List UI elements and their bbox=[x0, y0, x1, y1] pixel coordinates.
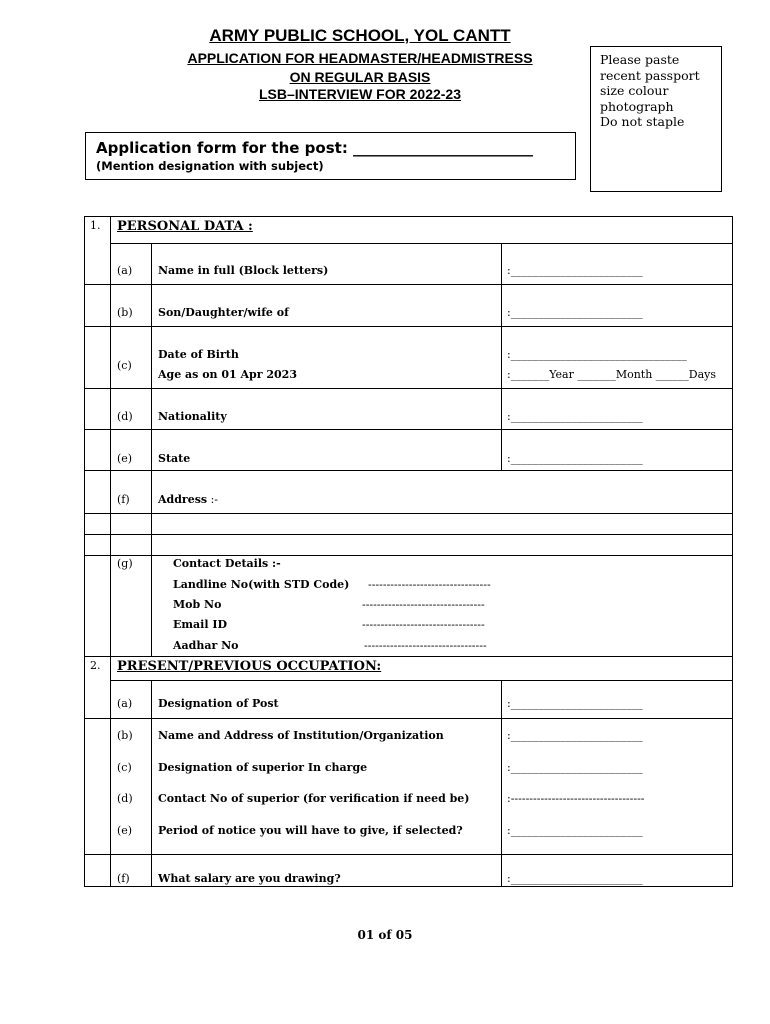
name-field[interactable]: :________________________ bbox=[507, 264, 643, 277]
table-border-left bbox=[84, 216, 85, 887]
aadhar-field[interactable]: --------------------------------- bbox=[364, 639, 487, 652]
table-col-line-2a bbox=[151, 243, 152, 656]
notice-period-field[interactable]: :________________________ bbox=[507, 824, 643, 837]
photo-note-2: recent passport bbox=[600, 67, 700, 83]
photo-note-4: photograph bbox=[600, 98, 674, 114]
aadhar-label: Aadhar No bbox=[173, 639, 239, 652]
relation-label: Son/Daughter/wife of bbox=[158, 306, 289, 319]
superior-contact-field[interactable]: :------------------------------------ bbox=[507, 792, 645, 805]
notice-period-label: Period of notice you will have to give, if selected? bbox=[158, 824, 463, 837]
row-g-code: (g) bbox=[117, 557, 133, 570]
section-2-title: PRESENT/PREVIOUS OCCUPATION: bbox=[117, 659, 382, 674]
address-label-suffix: :- bbox=[207, 493, 219, 506]
row-d-code: (d) bbox=[117, 410, 133, 423]
row-line-2 bbox=[84, 284, 733, 285]
occ-b-code: (b) bbox=[117, 729, 133, 742]
state-label: State bbox=[158, 452, 191, 465]
mobile-label: Mob No bbox=[173, 598, 222, 611]
interview-title: LSB–INTERVIEW FOR 2022-23 bbox=[258, 86, 462, 102]
row-f-code: (f) bbox=[117, 493, 130, 506]
nationality-label: Nationality bbox=[158, 410, 227, 423]
table-col-line-3b bbox=[501, 680, 502, 887]
row-line-13 bbox=[84, 854, 733, 855]
mobile-field[interactable]: --------------------------------- bbox=[362, 598, 485, 611]
row-c-code: (c) bbox=[117, 359, 132, 372]
row-line-10 bbox=[84, 656, 733, 657]
row-a-code: (a) bbox=[117, 264, 133, 277]
section-2-number: 2. bbox=[90, 659, 101, 672]
table-border-bottom bbox=[84, 886, 733, 887]
school-title: ARMY PUBLIC SCHOOL, YOL CANTT bbox=[209, 26, 511, 45]
photo-box[interactable] bbox=[590, 46, 722, 192]
table-col-line-3a bbox=[501, 243, 502, 470]
landline-label: Landline No(with STD Code) bbox=[173, 578, 350, 591]
post-note: (Mention designation with subject) bbox=[96, 159, 324, 173]
row-e-code: (e) bbox=[117, 452, 133, 465]
table-col-line-1 bbox=[110, 216, 111, 887]
address-line-2[interactable] bbox=[152, 535, 732, 555]
table-col-line-2b bbox=[151, 680, 152, 887]
row-line-1 bbox=[110, 243, 733, 244]
superior-contact-label: Contact No of superior (for verification if need be) bbox=[158, 792, 470, 805]
photo-note-3: size colour bbox=[600, 83, 669, 98]
landline-field[interactable]: --------------------------------- bbox=[368, 578, 491, 591]
row-b-code: (b) bbox=[117, 306, 133, 319]
superior-label: Designation of superior In charge bbox=[158, 761, 368, 774]
post-label: Application form for the post: ________________________ bbox=[96, 139, 534, 157]
section-1-title: PERSONAL DATA : bbox=[117, 219, 253, 234]
salary-label: What salary are you drawing? bbox=[158, 872, 341, 885]
address-line-1[interactable] bbox=[152, 514, 732, 534]
application-title bbox=[110, 49, 610, 87]
row-line-11 bbox=[110, 680, 733, 681]
application-title-line-2: ON REGULAR BASIS bbox=[289, 69, 431, 85]
row-line-5 bbox=[84, 429, 733, 430]
dob-label: Date of Birth bbox=[158, 348, 239, 361]
contact-details-label: Contact Details :- bbox=[173, 557, 281, 570]
age-label: Age as on 01 Apr 2023 bbox=[158, 368, 297, 381]
institution-field[interactable]: :________________________ bbox=[507, 729, 643, 742]
salary-field[interactable]: :________________________ bbox=[507, 872, 643, 885]
email-field[interactable]: --------------------------------- bbox=[362, 618, 485, 631]
occ-f-code: (f) bbox=[117, 872, 130, 885]
state-field[interactable]: :________________________ bbox=[507, 452, 643, 465]
name-label: Name in full (Block letters) bbox=[158, 264, 329, 277]
age-field[interactable]: :_______Year _______Month ______Days bbox=[507, 368, 717, 381]
photo-note-5: Do not staple bbox=[600, 114, 685, 129]
designation-field[interactable]: :________________________ bbox=[507, 697, 643, 710]
occ-d-code: (d) bbox=[117, 792, 133, 805]
relation-field[interactable]: :________________________ bbox=[507, 306, 643, 319]
superior-field[interactable]: :________________________ bbox=[507, 761, 643, 774]
table-border-right bbox=[732, 216, 733, 887]
row-line-9 bbox=[84, 555, 733, 556]
photo-note-1: Please paste bbox=[600, 52, 680, 67]
row-line-4 bbox=[84, 388, 733, 389]
table-border-top bbox=[84, 216, 733, 217]
address-label-text: Address bbox=[158, 493, 208, 506]
post-box[interactable] bbox=[85, 132, 576, 180]
row-line-12 bbox=[84, 718, 733, 719]
section-1-number: 1. bbox=[90, 219, 101, 232]
occ-c-code: (c) bbox=[117, 761, 132, 774]
occ-a-code: (a) bbox=[117, 697, 133, 710]
row-line-3 bbox=[84, 326, 733, 327]
nationality-field[interactable]: :________________________ bbox=[507, 410, 643, 423]
dob-field[interactable]: :________________________________ bbox=[507, 348, 687, 361]
institution-label: Name and Address of Institution/Organization bbox=[158, 729, 444, 742]
page-number: 01 of 05 bbox=[357, 928, 413, 942]
application-title-line-1: APPLICATION FOR HEADMASTER/HEADMISTRESS bbox=[187, 50, 533, 66]
email-label: Email ID bbox=[173, 618, 228, 631]
address-label bbox=[158, 493, 218, 506]
occ-e-code: (e) bbox=[117, 824, 133, 837]
row-line-6 bbox=[84, 470, 733, 471]
designation-label: Designation of Post bbox=[158, 697, 279, 710]
